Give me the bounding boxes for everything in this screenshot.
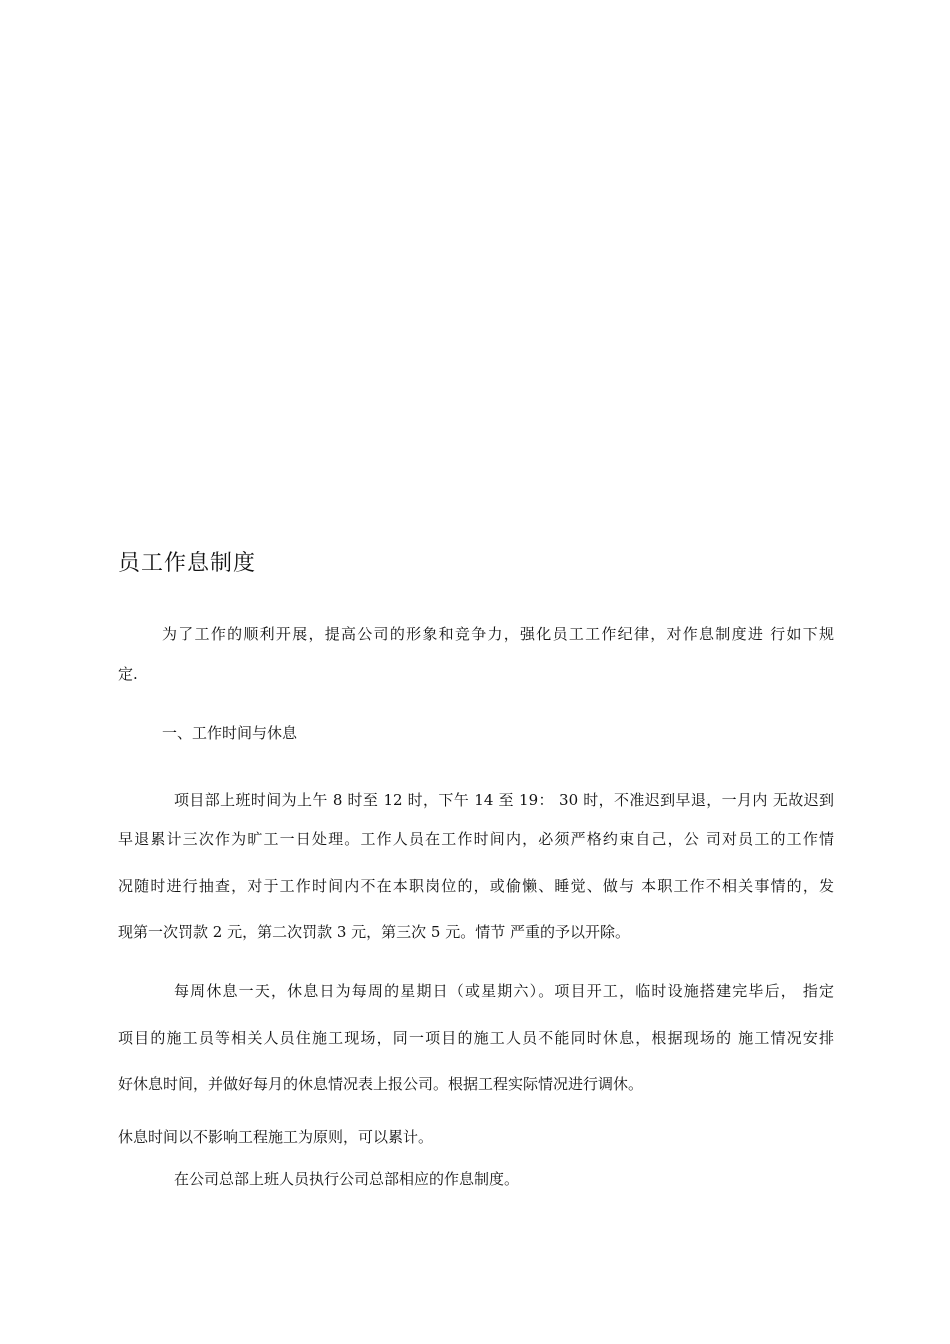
para4-line: 在公司总部上班人员执行公司总部相应的作息制度。 bbox=[174, 1170, 520, 1188]
intro-paragraph bbox=[118, 626, 834, 682]
paragraph-rest-principle bbox=[118, 1129, 834, 1145]
paragraph-rest-days bbox=[118, 983, 834, 1092]
para2-line-3: 好休息时间，并做好每月的休息情况表上报公司。根据工程实际情况进行调休。 bbox=[118, 1075, 644, 1093]
para1-line-2: 早退累计三次作为旷工一日处理。工作人员在工作时间内，必须严格约束自己，公 司对员工的工作情 bbox=[118, 830, 834, 848]
section1-heading: 一、工作时间与休息 bbox=[162, 724, 298, 742]
document-title: 员工作息制度 bbox=[118, 551, 257, 576]
paragraph-headquarters bbox=[118, 1171, 834, 1187]
para2-line-2: 项目的施工员等相关人员住施工现场，同一项目的施工人员不能同时休息，根据现场的 施工情况安排 bbox=[118, 1029, 834, 1047]
para1-line-3: 况随时进行抽查，对于工作时间内不在本职岗位的，或偷懒、睡觉、做与 本职工作不相关事情的，发 bbox=[118, 877, 834, 895]
intro-line-1: 为了工作的顺利开展，提高公司的形象和竞争力，强化员工工作纪律，对作息制度进 行如下规 bbox=[162, 625, 834, 643]
intro-line-2: 定. bbox=[118, 665, 138, 683]
paragraph-work-hours bbox=[118, 792, 834, 940]
section1-heading-block bbox=[118, 725, 834, 741]
para2-line-1: 每周休息一天，休息日为每周的星期日（或星期六）。项目开工，临时设施搭建完毕后， 指定 bbox=[174, 982, 834, 1000]
para1-line-4: 现第一次罚款 2 元，第二次罚款 3 元，第三次 5 元。情节 严重的予以开除。 bbox=[118, 923, 631, 941]
para3-line: 休息时间以不影响工程施工为原则，可以累计。 bbox=[118, 1128, 434, 1146]
para1-line-1: 项目部上班时间为上午 8 时至 12 时，下午 14 至 19： 30 时，不准迟到早退，一月内 无故迟到 bbox=[174, 791, 834, 809]
